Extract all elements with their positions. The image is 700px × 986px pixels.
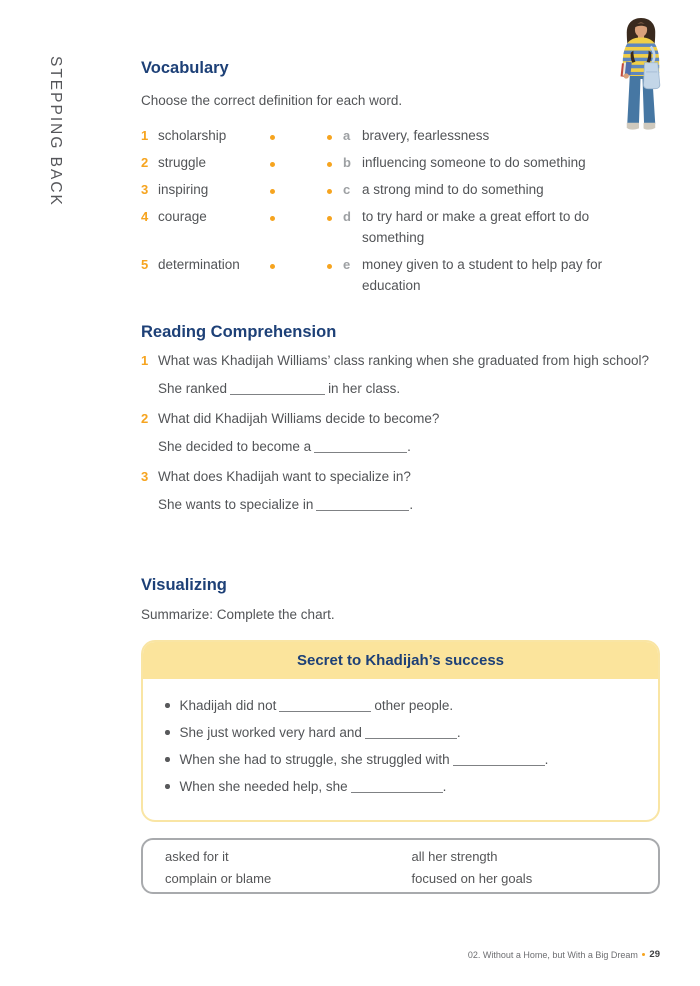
answer-blank: [316, 498, 409, 511]
definition-letter: d: [343, 209, 351, 224]
chapter-title: 02. Without a Home, but With a Big Dream: [467, 949, 638, 960]
word-bank: [141, 838, 660, 894]
definition-text: bravery, fearlessness: [362, 128, 490, 143]
answer-blank: [365, 726, 457, 739]
question-text: What was Khadijah Williams’ class ranking when she graduated from high school?: [158, 353, 649, 368]
footer-dot-icon: [642, 953, 646, 957]
definition-letter: a: [343, 128, 351, 143]
word-bank-item: all her strength: [411, 849, 498, 864]
match-dot-icon: [327, 216, 332, 221]
word-bank-item: asked for it: [165, 849, 229, 864]
visualizing-section: [141, 575, 664, 626]
reading-comprehension-heading: Reading Comprehension: [141, 323, 337, 341]
match-dot-icon: [270, 216, 275, 221]
definition-text: a strong mind to do something: [362, 182, 544, 197]
section-side-label: STEPPING BACK: [47, 56, 64, 207]
vocabulary-instruction: Choose the correct definition for each word.: [141, 93, 403, 108]
word-bank-item: focused on her goals: [411, 871, 533, 886]
chart-header: [143, 642, 658, 679]
match-dot-icon: [327, 135, 332, 140]
answer-line: She decided to become a .: [158, 439, 411, 454]
chart-item: When she had to struggle, she struggled with .: [163, 746, 638, 773]
visualizing-heading: Visualizing: [141, 576, 227, 594]
definition-text: money given to a student to help pay for education: [362, 257, 603, 293]
bullet-dot-icon: [165, 703, 170, 708]
match-dot-icon: [327, 162, 332, 167]
question-number: 1: [141, 353, 149, 368]
page-footer: [468, 949, 660, 960]
matching-exercise: [141, 125, 664, 296]
definition-letter: b: [343, 155, 351, 170]
answer-blank: [351, 780, 443, 793]
bullet-dot-icon: [165, 757, 170, 762]
answer-blank: [314, 440, 407, 453]
reading-comprehension-section: [141, 322, 664, 516]
answer-blank: [453, 753, 545, 766]
vocabulary-section: [141, 58, 664, 296]
term-number: 1: [141, 128, 149, 143]
term-number: 2: [141, 155, 149, 170]
answer-line: She ranked in her class.: [158, 381, 401, 396]
bullet-dot-icon: [165, 784, 170, 789]
question-text: What does Khadijah want to specialize in?: [158, 469, 411, 484]
match-dot-icon: [327, 189, 332, 194]
term-word: courage: [158, 209, 207, 224]
summary-chart: [141, 640, 660, 822]
match-dot-icon: [270, 135, 275, 140]
chart-item: When she needed help, she .: [163, 773, 638, 800]
chart-item: Khadijah did not other people.: [163, 692, 638, 719]
answer-blank: [279, 699, 371, 712]
vocabulary-heading: Vocabulary: [141, 59, 229, 77]
match-dot-icon: [270, 189, 275, 194]
chart-item: She just worked very hard and .: [163, 719, 638, 746]
term-word: struggle: [158, 155, 207, 170]
term-number: 4: [141, 209, 149, 224]
definition-text: to try hard or make a great effort to do something: [362, 209, 590, 245]
definition-letter: e: [343, 257, 351, 272]
term-word: determination: [158, 257, 240, 272]
match-dot-icon: [327, 264, 332, 269]
question-number: 2: [141, 411, 149, 426]
match-dot-icon: [270, 264, 275, 269]
term-number: 3: [141, 182, 149, 197]
question-row: [141, 350, 664, 372]
term-word: scholarship: [158, 128, 227, 143]
page-number: 29: [649, 949, 660, 960]
answer-line: She wants to specialize in .: [158, 497, 414, 512]
term-word: inspiring: [158, 182, 209, 197]
answer-blank: [230, 382, 325, 395]
question-text: What did Khadijah Williams decide to become?: [158, 411, 440, 426]
match-dot-icon: [270, 162, 275, 167]
question-number: 3: [141, 469, 149, 484]
definition-letter: c: [343, 182, 351, 197]
term-number: 5: [141, 257, 149, 272]
question-row: [141, 408, 664, 430]
visualizing-instruction: Summarize: Complete the chart.: [141, 607, 335, 622]
word-bank-item: complain or blame: [165, 871, 272, 886]
chart-body: [143, 679, 658, 800]
bullet-dot-icon: [165, 730, 170, 735]
chart-title: Secret to Khadijah’s success: [296, 652, 505, 669]
question-row: [141, 466, 664, 488]
definition-text: influencing someone to do something: [362, 155, 586, 170]
